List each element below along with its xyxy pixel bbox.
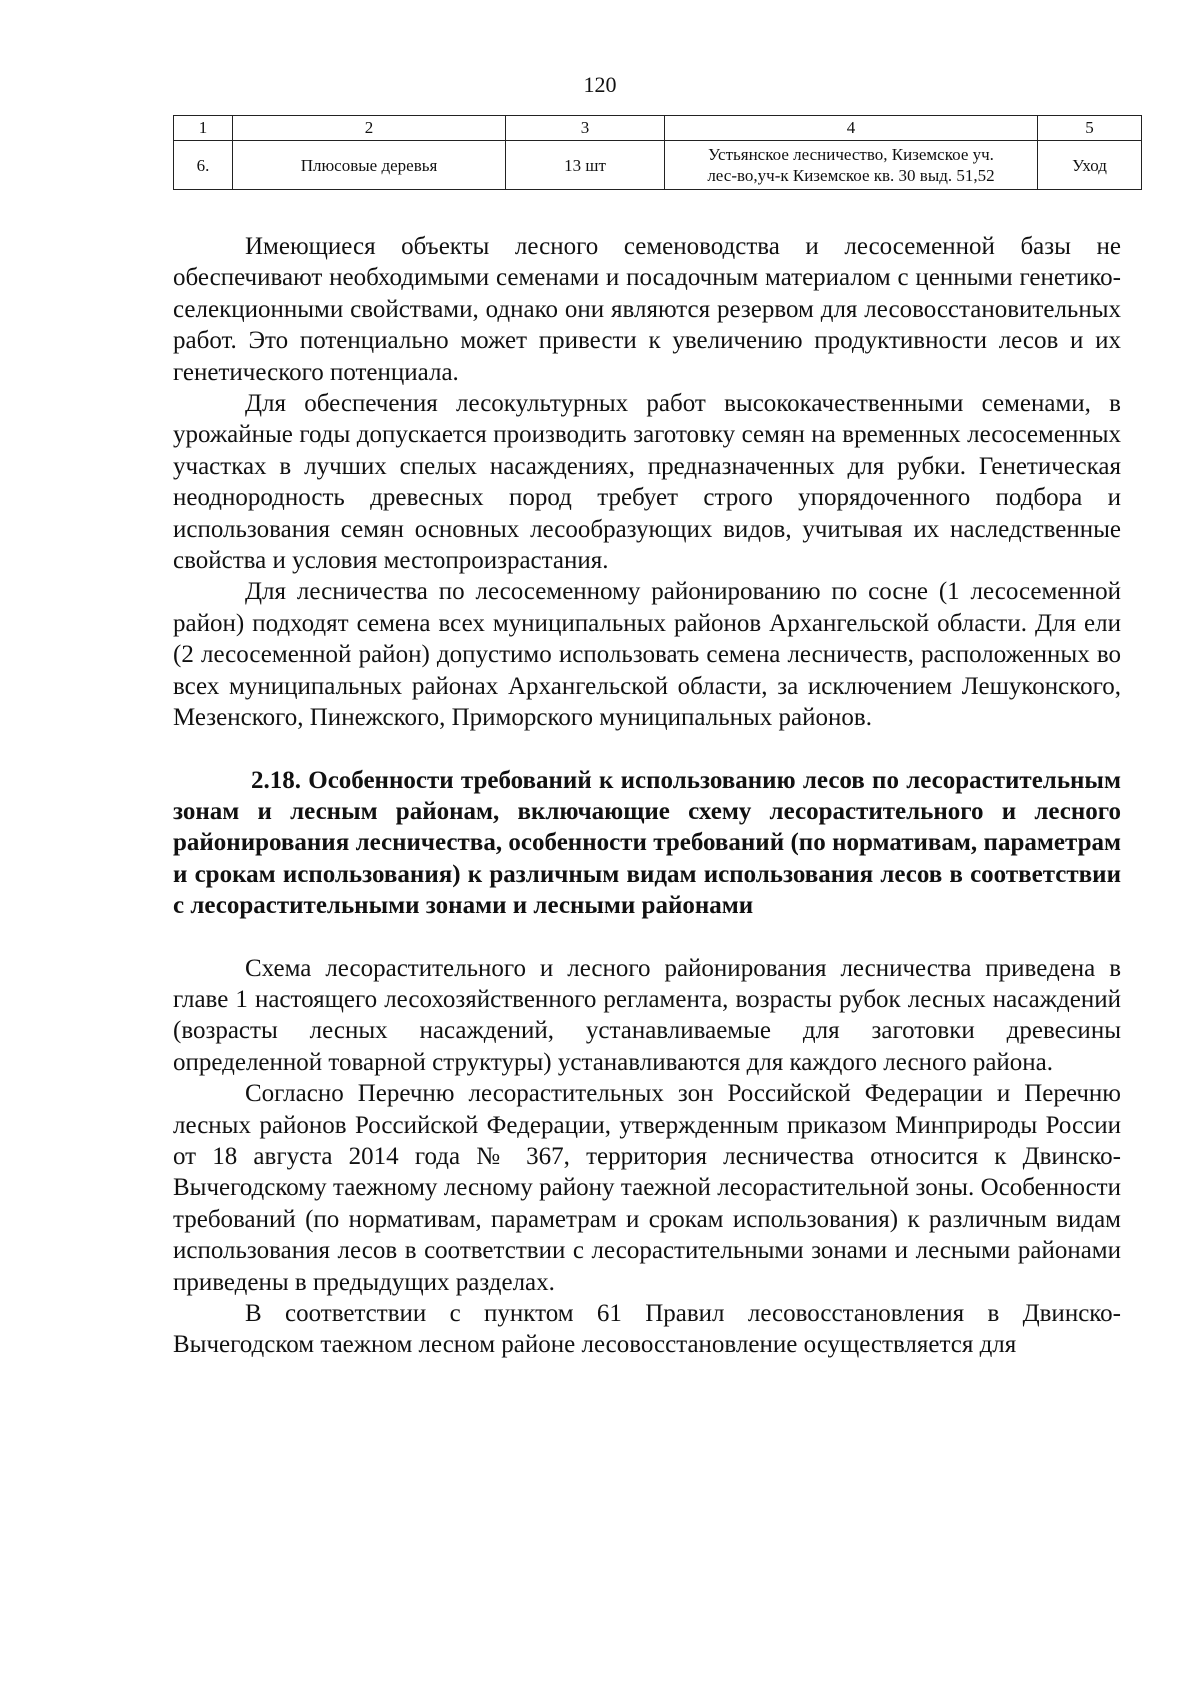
paragraph: Согласно Перечню лесорастительных зон Российской Федерации и Перечню лесных районов Российской Федерации, утвержденным приказом Минприроды России от 18 августа 2014 года № 367, территория лесничества относится к Двинско-Вычегодскому таежному лесному району таежной лесорастительной зоны. Особенности требований (по нормативам, параметрам и срокам использования) к различным видам использования лесов в соответствии с лесорастительными зонами и лесными районами приведены в предыдущих разделах. <box>173 1080 1121 1296</box>
paragraph: В соответствии с пунктом 61 Правил лесовосстановления в Двинско-Вычегодском таежном лесном районе лесовосстановление осуществляется для <box>173 1300 1121 1359</box>
data-table <box>173 115 1142 190</box>
row-number-cell: 6. <box>174 141 233 190</box>
paragraph: Для обеспечения лесокультурных работ высококачественными семенами, в урожайные годы допускается производить заготовку семян на временных лесосеменных участках в лучших спелых насаждениях, предназначенных для рубки. Генетическая неоднородность древесных пород требует строго упорядоченного подбора и использования семян основных лесообразующих видов, учитывая их наследственные свойства и условия местопроизрастания. <box>173 390 1121 575</box>
table-header-cell: 5 <box>1038 116 1142 141</box>
table-header-cell: 1 <box>174 116 233 141</box>
document-body <box>173 231 1121 1361</box>
row-location-cell <box>665 141 1038 190</box>
table-row <box>174 141 1142 190</box>
page-number: 120 <box>583 72 617 97</box>
row-action-cell: Уход <box>1038 141 1142 190</box>
location-line-2: лес-во,уч-к Киземское кв. 30 выд. 51,52 <box>707 166 995 185</box>
table-header-cell: 3 <box>506 116 665 141</box>
row-quantity-cell: 13 шт <box>506 141 665 190</box>
table-header-cell: 4 <box>665 116 1038 141</box>
location-line-1: Устьянское лесничество, Киземское уч. <box>708 145 994 164</box>
table-header-row <box>174 116 1142 141</box>
section-heading: 2.18. Особенности требований к использованию лесов по лесорастительным зонам и лесным районам, включающие схему лесорастительного и лесного районирования лесничества, особенности требований (по нормативам, параметрам и срокам использования) к различным видам использования лесов в соответствии с лесорастительными зонами и лесными районами <box>173 766 1121 920</box>
table-header-cell: 2 <box>233 116 506 141</box>
paragraph: Имеющиеся объекты лесного семеноводства и лесосеменной базы не обеспечивают необходимыми семенами и посадочным материалом с ценными генетико-селекционными свойствами, однако они являются резервом для лесовосстановительных работ. Это потенциально может привести к увеличению продуктивности лесов и их генетического потенциала. <box>173 233 1121 386</box>
paragraph: Схема лесорастительного и лесного районирования лесничества приведена в главе 1 настоящего лесохозяйственного регламента, возрасты рубок лесных насаждений (возрасты лесных насаждений, устанавливаемые для заготовки древесины определенной товарной структуры) устанавливаются для каждого лесного района. <box>173 954 1121 1076</box>
row-name-cell: Плюсовые деревья <box>233 141 506 190</box>
paragraph: Для лесничества по лесосеменному районированию по сосне (1 лесосеменной район) подходят семена всех муниципальных районов Архангельской области. Для ели (2 лесосеменной район) допустимо использовать семена лесничеств, расположенных во всех муниципальных районах Архангельской области, за исключением Лешуконского, Мезенского, Пинежского, Приморского муниципальных районов. <box>173 578 1121 732</box>
